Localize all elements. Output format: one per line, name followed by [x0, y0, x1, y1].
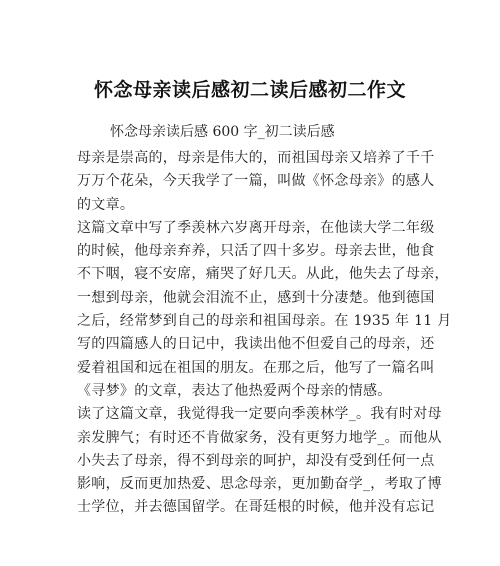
body-line: 爱着祖国和远在祖国的朋友。在那之后，他写了一篇名叫 [77, 359, 435, 376]
body-line: 的时候，他母亲弃养，只活了四十多岁。母亲去世，他食 [77, 243, 435, 260]
document-subtitle: 怀念母亲读后感 600 字_初二读后感 [110, 124, 335, 140]
body-line: 不下咽，寝不安席，痛哭了好几天。从此，他失去了母亲， [77, 266, 449, 283]
body-line: 士学位，并去德国留学。在哥廷根的时候，他并没有忘记 [77, 499, 435, 516]
body-line: 亲发脾气；有时还不肯做家务，没有更努力地学_。而他从 [77, 429, 442, 446]
body-line: 读了这篇文章，我觉得我一定要向季羡林学_。我有时对母 [77, 406, 442, 423]
body-line: 的文章。 [77, 196, 135, 213]
body-line: 一想到母亲，他就会泪流不止，感到十分凄楚。他到德国 [77, 289, 435, 306]
body-line: 之后，经常梦到自己的母亲和祖国母亲。在 1935 年 11 月 [77, 313, 452, 330]
body-line: 影响，反而更加热爱、思念母亲，更加勤奋学_，考取了博 [77, 476, 442, 493]
document-body [77, 147, 452, 520]
body-line: 母亲是崇高的，母亲是伟大的，而祖国母亲又培养了千千 [77, 150, 435, 166]
body-line: 这篇文章中写了季羡林六岁离开母亲，在他读大学二年级 [77, 219, 435, 236]
body-line: 写的四篇感人的日记中，我读出他不但爱自己的母亲，还 [77, 336, 435, 353]
document-title: 怀念母亲读后感初二读后感初二作文 [93, 79, 406, 101]
body-line: 《寻梦》的文章，表达了他热爱两个母亲的情感。 [77, 382, 392, 399]
body-line: 万万个花朵，今天我学了一篇，叫做《怀念母亲》的感人 [77, 173, 435, 190]
body-line: 小失去了母亲，得不到母亲的呵护，却没有受到任何一点 [77, 452, 435, 469]
